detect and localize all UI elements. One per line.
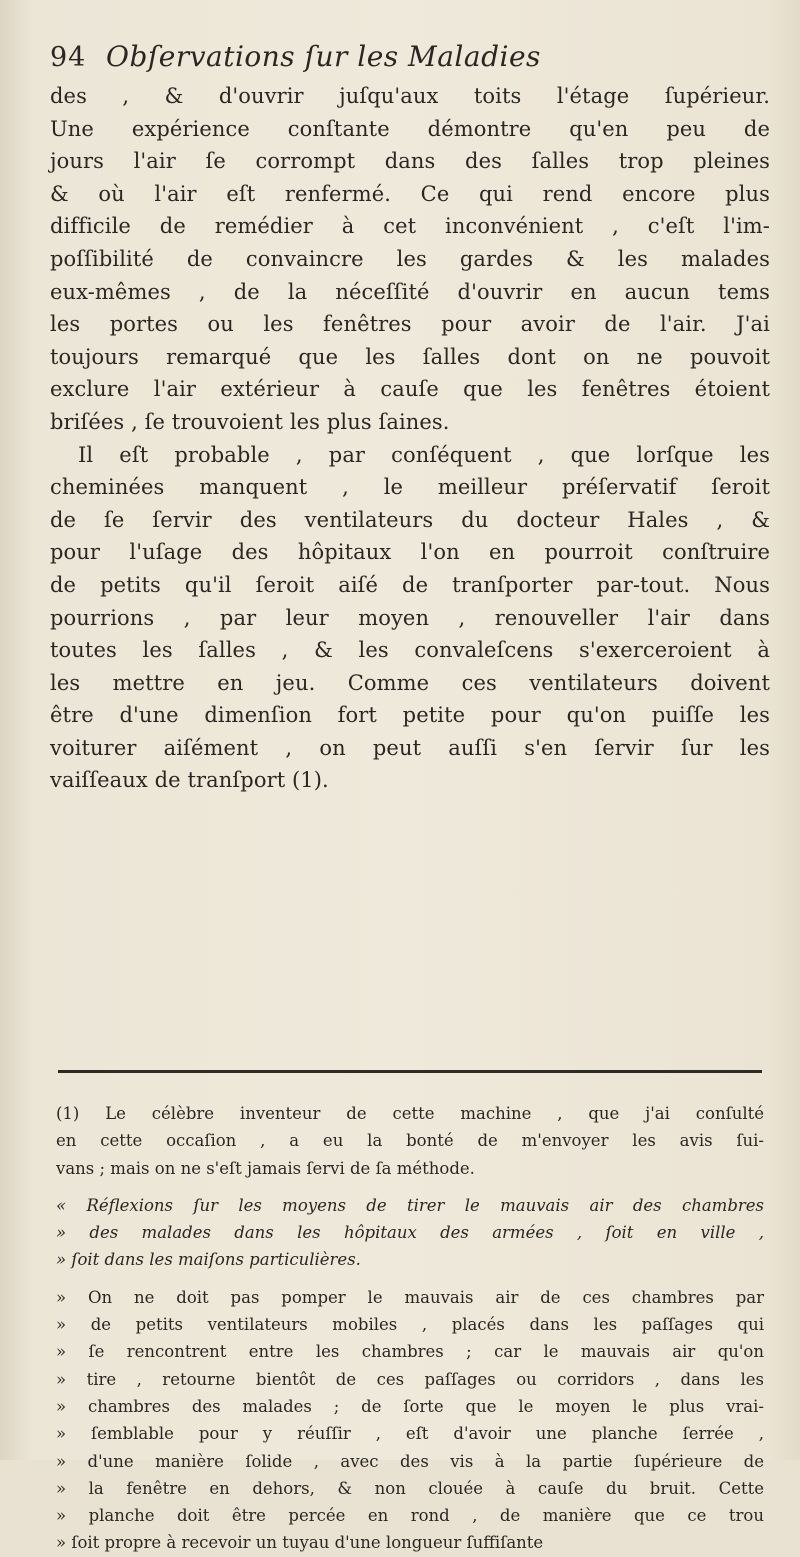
body-line: eux-mêmes , de la néceſſité d'ouvrir en aucun tems [50, 279, 770, 304]
body-line: de petits qu'il ſeroit aiſé de tranſporter par-tout. Nous [50, 572, 770, 597]
body-line: pour l'uſage des hôpitaux l'on en pourroit conſtruire [50, 540, 770, 565]
body-line: être d'une dimenſion fort petite pour qu'on puiſſe les [50, 703, 770, 728]
main-text [50, 80, 770, 797]
body-line: les mettre en jeu. Comme ces ventilateurs doivent [50, 670, 770, 695]
footnote-line: » de petits ventilateurs mobiles , placés dans les paſſages qui [56, 1315, 764, 1335]
body-line: difficile de remédier à cet inconvénient , c'eſt l'im- [50, 214, 770, 239]
body-line: & où l'air eſt renfermé. Ce qui rend encore plus [50, 181, 770, 206]
footnote-line: vans ; mais on ne s'eſt jamais ſervi de ſa méthode. [56, 1158, 475, 1178]
footnote-line: » On ne doit pas pomper le mauvais air de ces chambres par [56, 1287, 764, 1307]
footnote-line: » tire , retourne bientôt de ces paſſages ou corridors , dans les [56, 1369, 764, 1389]
footnote-line: en cette occaſion , a eu la bonté de m'envoyer les avis ſui- [56, 1131, 764, 1151]
footnote-line: « Réflexions ſur les moyens de tirer le mauvais air des chambres [56, 1195, 764, 1215]
footnote-line: » ſoit propre à recevoir un tuyau d'une longueur ſuffiſante [56, 1533, 544, 1553]
body-line: Il eſt probable , par conſéquent , que lorſque les [78, 442, 770, 467]
body-line: des , & d'ouvrir juſqu'aux toits l'étage ſupérieur. [50, 84, 770, 108]
body-line: les portes ou les fenêtres pour avoir de l'air. J'ai [50, 312, 770, 337]
body-line: toutes les ſalles , & les convaleſcens s'exerceroient à [50, 638, 770, 663]
body-line: voiturer aiſément , on peut auſſi s'en ſervir ſur les [50, 735, 770, 760]
page-header [50, 40, 770, 80]
footnote-line: » ſe rencontrent entre les chambres ; car le mauvais air qu'on [56, 1342, 764, 1362]
body-line: exclure l'air extérieur à cauſe que les fenêtres étoient [50, 377, 770, 402]
body-line: pourrions , par leur moyen , renouveller l'air dans [50, 605, 770, 630]
body-line: poſſibilité de convaincre les gardes & les malades [50, 246, 770, 271]
footnote-line: » ſoit dans les maiſons particulières. [56, 1250, 361, 1270]
body-line: de ſe ſervir des ventilateurs du docteur Hales , & [50, 507, 770, 532]
footnote-line: » la fenêtre en dehors, & non clouée à cauſe du bruit. Cette [56, 1478, 764, 1498]
body-line: Une expérience conſtante démontre qu'en peu de [50, 116, 770, 141]
body-line: vaiſſeaux de tranſport (1). [50, 768, 329, 793]
footnote-line: (1) Le célèbre inventeur de cette machine , que j'ai conſulté [56, 1104, 764, 1123]
footnote-line: » chambres des malades ; de ſorte que le moyen le plus vrai- [56, 1396, 764, 1416]
body-line: cheminées manquent , le meilleur préſervatif ſeroit [50, 475, 770, 500]
running-title: Obſervations ſur les Maladies [106, 40, 541, 73]
page-number: 94 [50, 42, 87, 73]
footnotes [56, 1100, 764, 1557]
body-line: jours l'air ſe corrompt dans des ſalles trop pleines [50, 149, 770, 174]
body-line: toujours remarqué que les ſalles dont on ne pouvoit [50, 344, 770, 369]
footnote-line: » planche doit être percée en rond , de manière que ce trou [56, 1506, 764, 1526]
footnote-line: » d'une manière ſolide , avec des vis à la partie ſupérieure de [56, 1451, 764, 1471]
footnote-rule [58, 1070, 762, 1073]
body-line: briſées , ſe trouvoient les plus ſaines. [50, 409, 450, 434]
footnote-line: » ſemblable pour y réuſſir , eſt d'avoir une planche ſerrée , [56, 1424, 764, 1444]
footnote-line: » des malades dans les hôpitaux des armées , ſoit en ville , [56, 1223, 764, 1243]
